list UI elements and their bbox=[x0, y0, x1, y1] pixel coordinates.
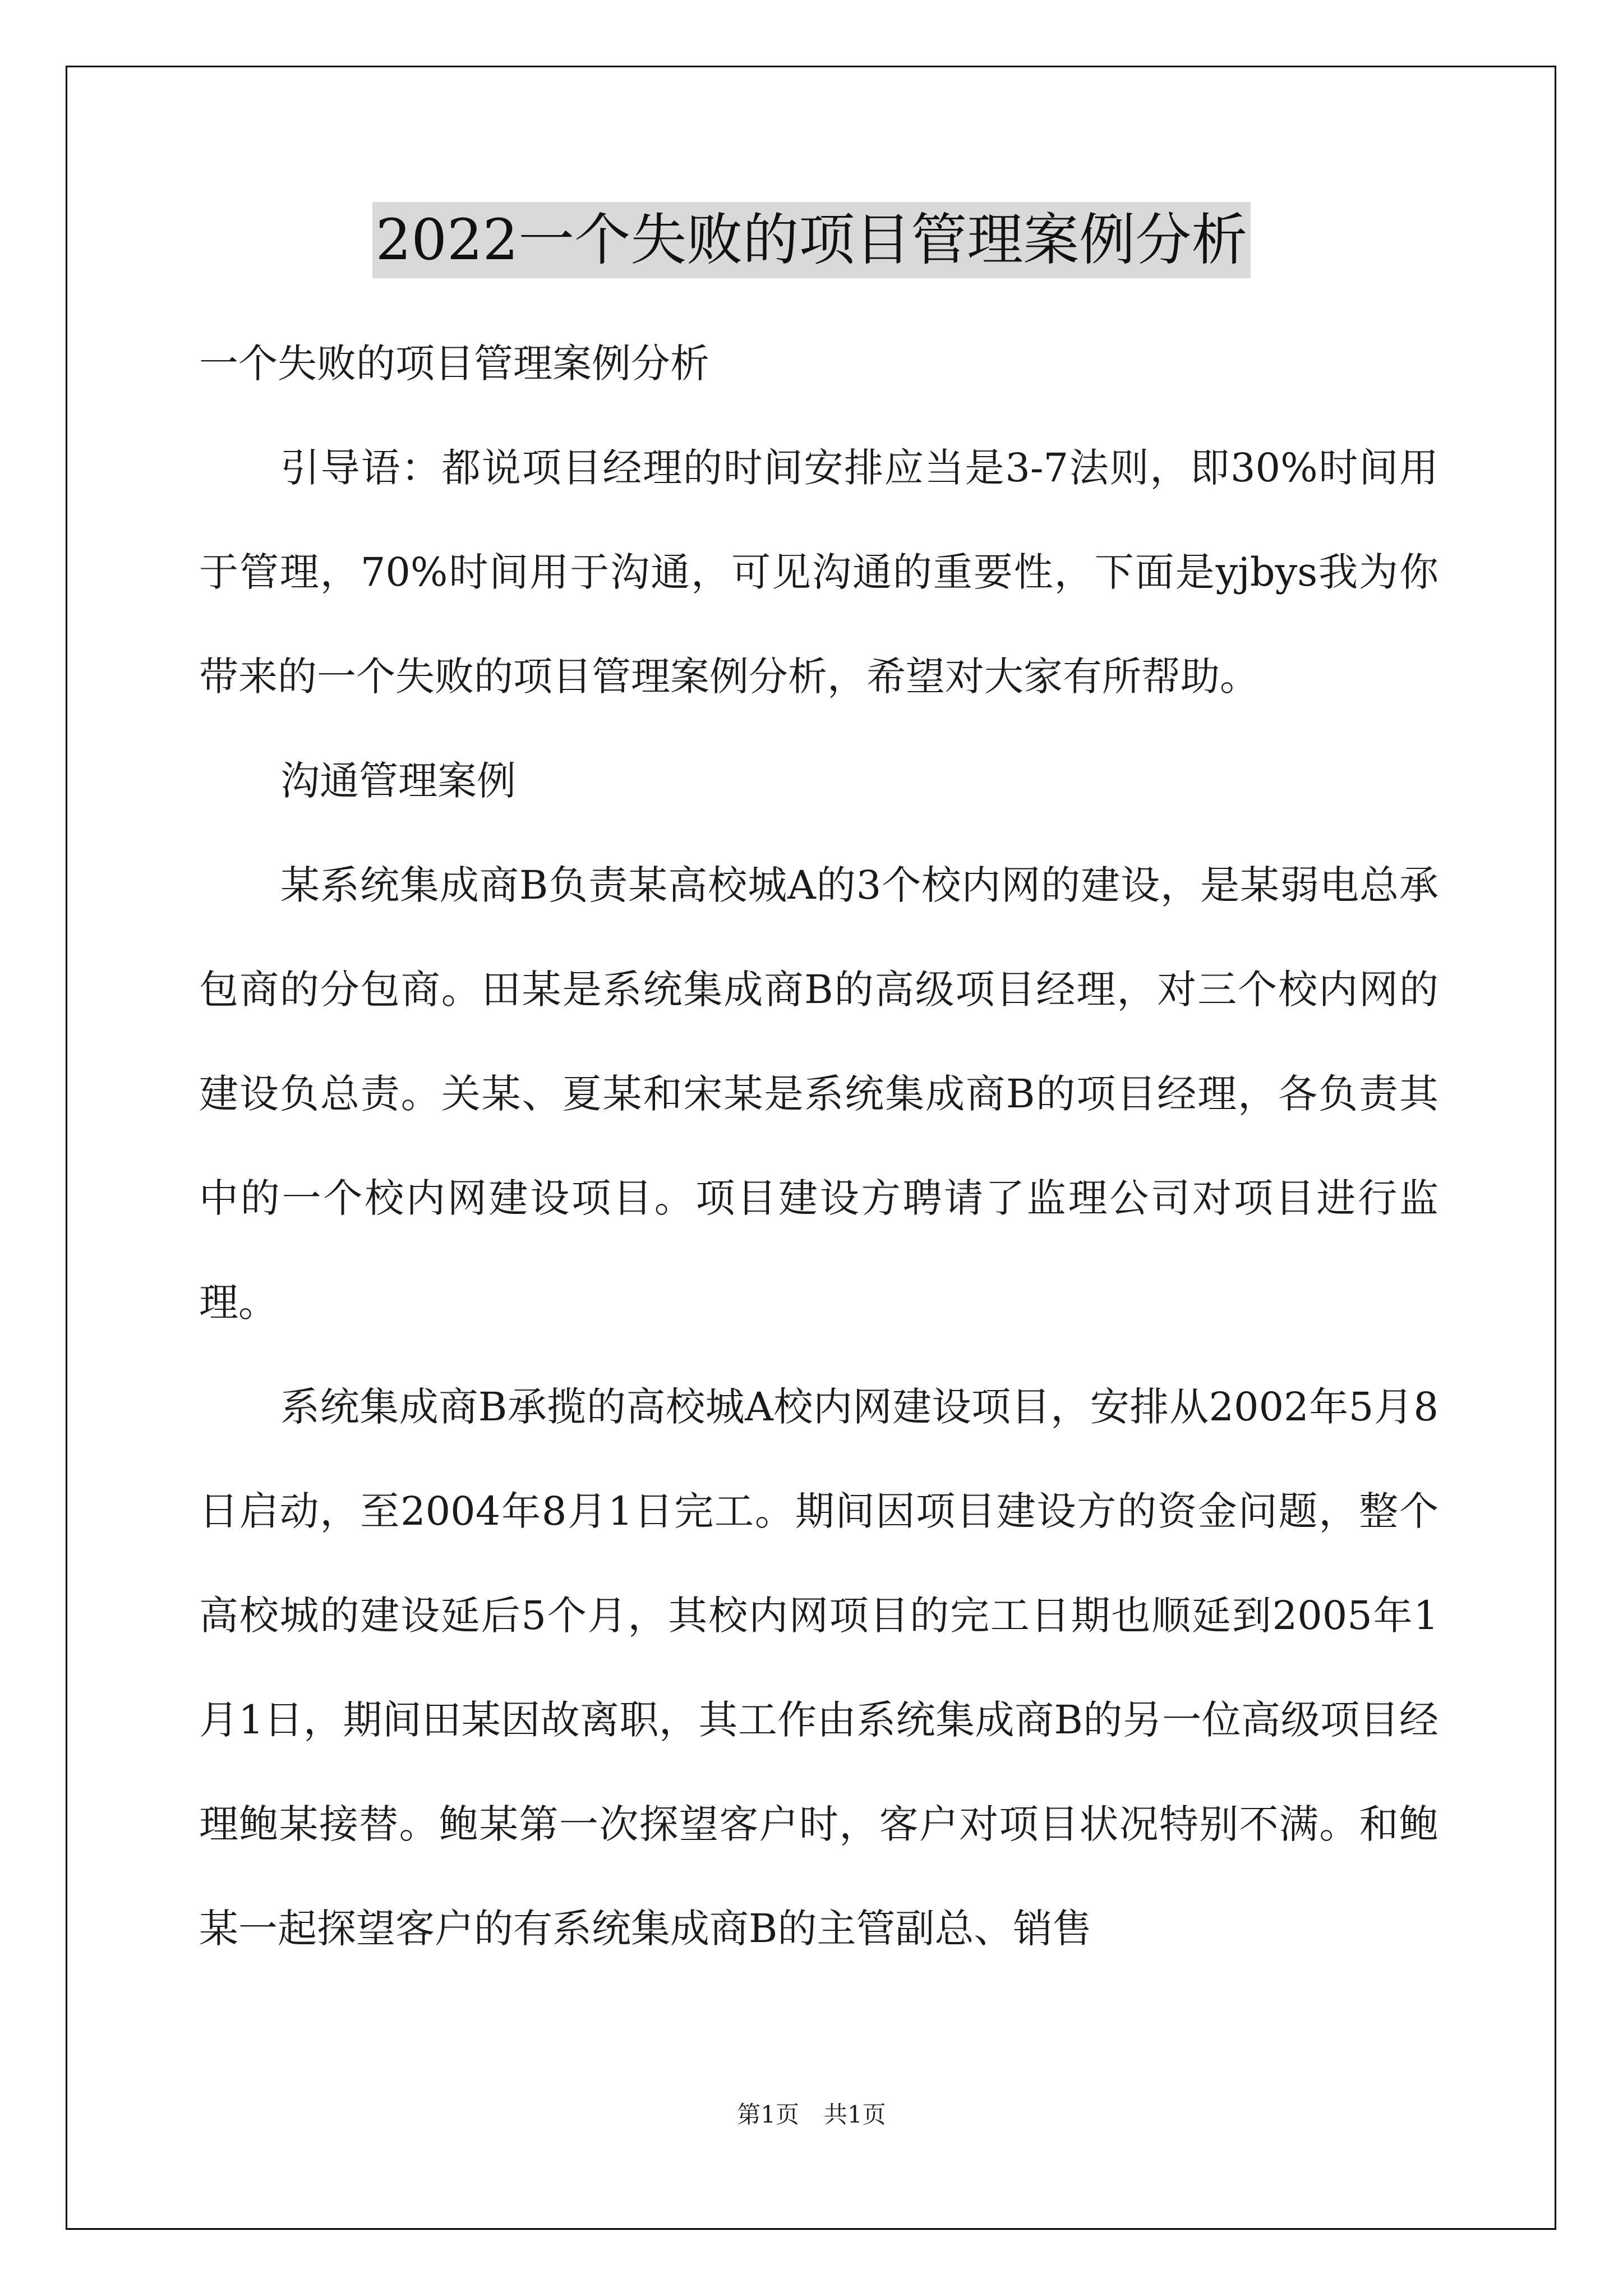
page-footer bbox=[0, 2098, 1623, 2132]
page-number: 第1页 bbox=[737, 2101, 799, 2128]
body-paragraph: 某系统集成商B负责某高校城A的3个校内网的建设，是某弱电总承包商的分包商。田某是系统集成商B的高级项目经理，对三个校内网的建设负总责。关某、夏某和宋某是系统集成商B的项目经理，各负责其中的一个校内网建设项目。项目建设方聘请了监理公司对项目进行监理。 bbox=[199, 862, 1438, 1326]
body-paragraph: 一个失败的项目管理案例分析 bbox=[199, 341, 709, 386]
body-paragraph: 沟通管理案例 bbox=[280, 758, 516, 804]
body-paragraph: 系统集成商B承揽的高校城A校内网建设项目，安排从2002年5月8日启动，至2004年8月1日完工。期间因项目建设方的资金问题，整个高校城的建设延后5个月，其校内网项目的完工日期也顺延到2005年1月1日，期间田某因故离职，其工作由系统集成商B的另一位高级项目经理鲍某接替。鲍某第一次探望客户时，客户对项目状况特别不满。和鲍某一起探望客户的有系统集成商B的主管副总、销售 bbox=[199, 1384, 1438, 1952]
title-container bbox=[0, 202, 1623, 278]
page-total: 共1页 bbox=[824, 2101, 886, 2128]
document-body bbox=[199, 311, 1438, 1981]
body-paragraph: 引导语：都说项目经理的时间安排应当是3-7法则，即30%时间用于管理，70%时间用于沟通，可见沟通的重要性，下面是yjbys我为你带来的一个失败的项目管理案例分析，希望对大家有所帮助。 bbox=[199, 445, 1438, 700]
document-title: 2022一个失败的项目管理案例分析 bbox=[372, 202, 1251, 278]
